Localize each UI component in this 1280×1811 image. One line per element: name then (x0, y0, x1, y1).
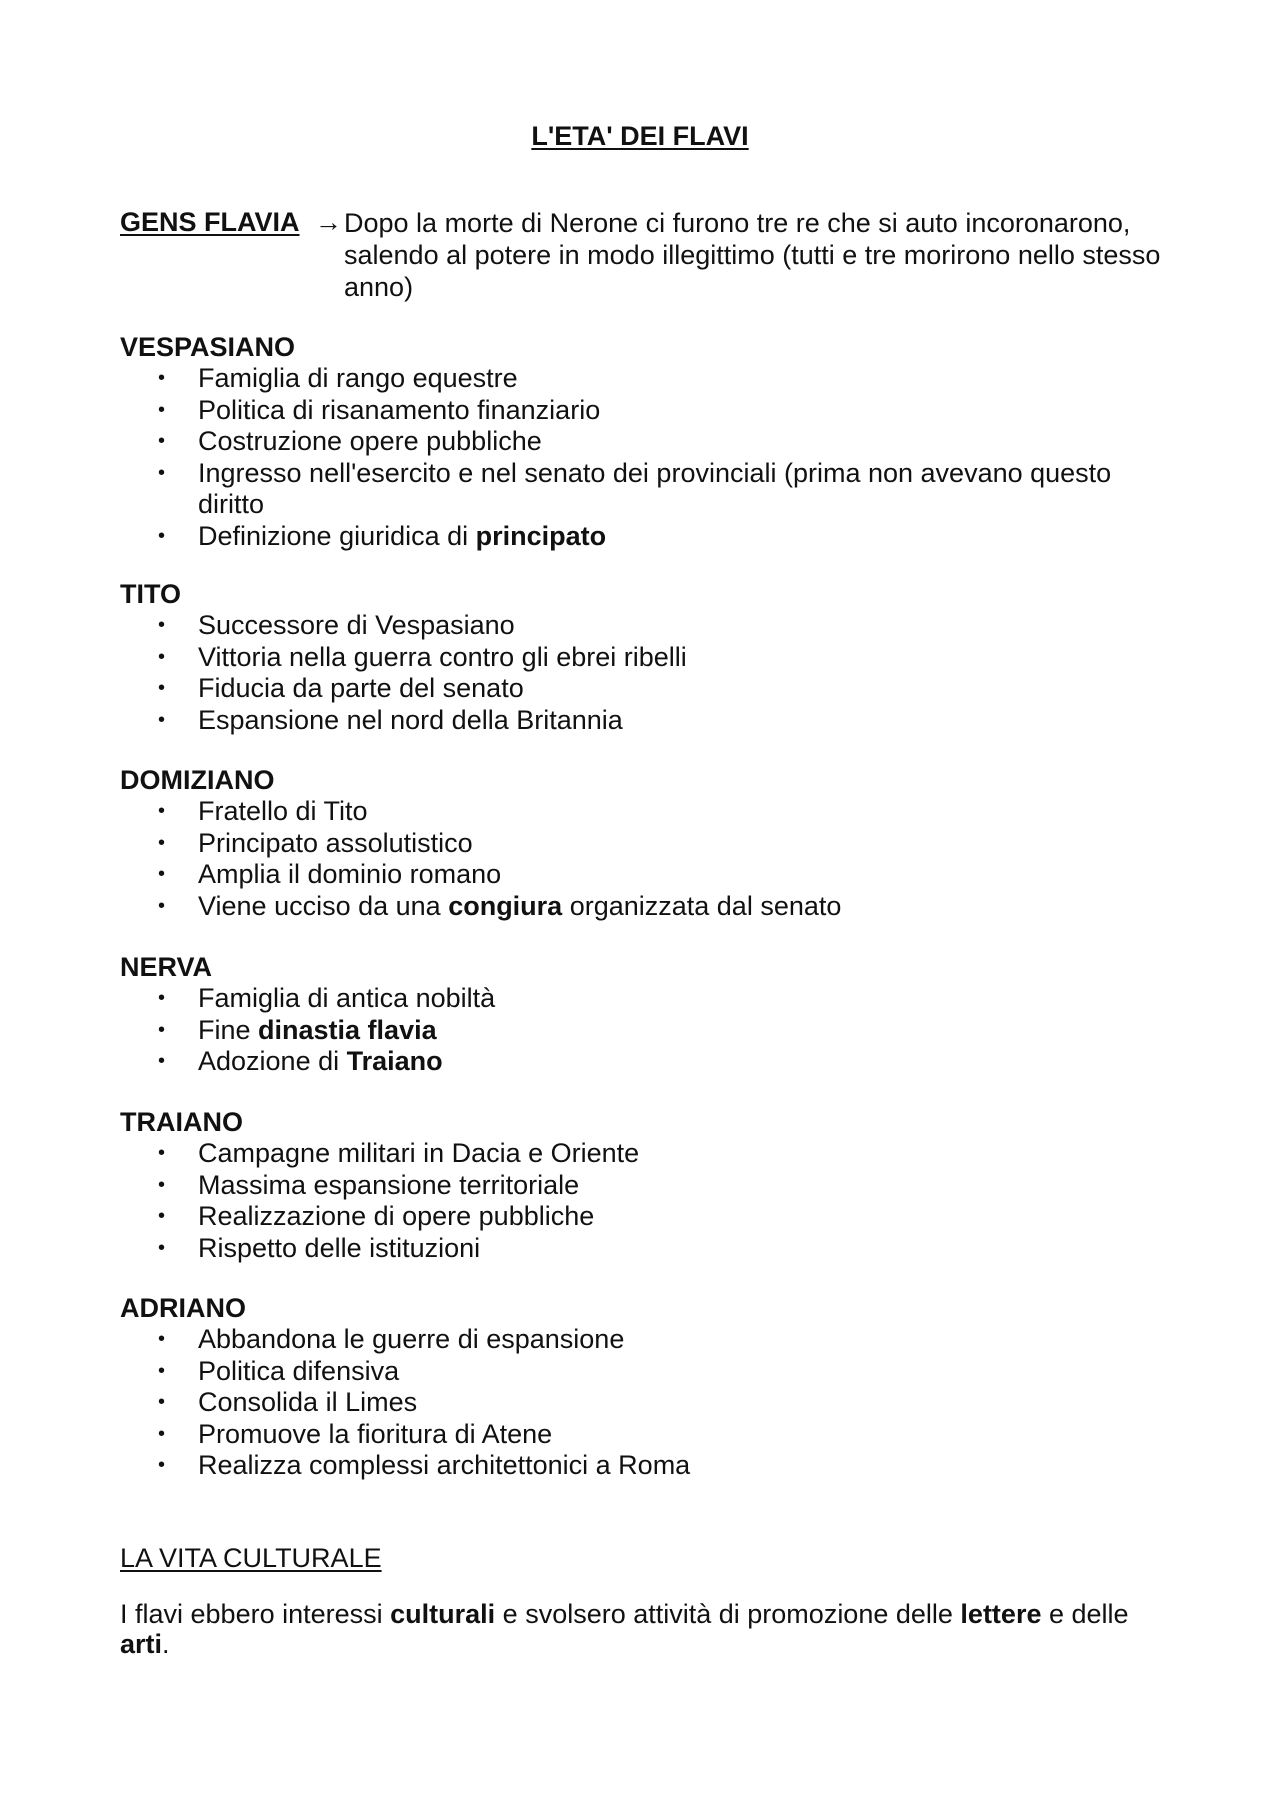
text-run: Realizza complessi architettonici a Roma (198, 1450, 691, 1480)
list-item (120, 1324, 1180, 1356)
bullet-icon: • (158, 367, 166, 389)
bullet-icon: • (158, 987, 166, 1009)
list-item (120, 859, 1180, 891)
list-item (120, 1356, 1180, 1388)
text-run: Realizzazione di opere pubbliche (198, 1201, 595, 1231)
bullet-icon: • (158, 863, 166, 885)
text-run: Rispetto delle istituzioni (198, 1232, 481, 1263)
text-run: Definizione giuridica di (198, 520, 476, 551)
bullet-list (120, 983, 1180, 1078)
bullet-icon: • (158, 1050, 166, 1072)
bullet-icon: • (158, 614, 166, 636)
section-tito (120, 578, 1180, 736)
section-heading: VESPASIANO (120, 332, 296, 362)
list-item (120, 1419, 1180, 1451)
section-heading: DOMIZIANO (120, 765, 275, 795)
text-run: Fine (198, 1014, 259, 1045)
bullet-icon: • (158, 1205, 166, 1227)
text-run: Consolida il Limes (198, 1387, 418, 1417)
bullet-icon: • (158, 398, 166, 421)
page-title: L'ETA' DEI FLAVI (531, 121, 749, 151)
bullet-icon: • (158, 894, 166, 917)
text-run: Ingresso nell'esercito e nel senato dei provinciali (prima non avevano questo diritto (198, 457, 1112, 519)
list-item (120, 1387, 1180, 1419)
list-item (120, 426, 1180, 458)
text-run: Espansione nel nord della Britannia (198, 704, 623, 735)
text-run: Vittoria nella guerra contro gli ebrei ribelli (198, 641, 687, 672)
bullet-icon: • (158, 1359, 166, 1382)
section-heading: NERVA (120, 952, 213, 982)
text-run: . (162, 1629, 170, 1659)
text-run: Massima espansione territoriale (198, 1169, 580, 1200)
list-item (120, 395, 1180, 427)
bullet-icon: • (158, 1018, 166, 1041)
text-run: Fratello di Tito (198, 796, 368, 826)
section-nerva (120, 951, 1180, 1078)
text-run: Famiglia di antica nobiltà (198, 983, 496, 1013)
intro-label: GENS FLAVIA (120, 207, 300, 237)
bullet-icon: • (158, 831, 166, 854)
list-item (120, 983, 1180, 1015)
section-heading: ADRIANO (120, 1293, 246, 1323)
section-adriano (120, 1292, 1180, 1482)
list-item (120, 1046, 1180, 1078)
list-item (120, 796, 1180, 828)
bullet-icon: • (158, 1454, 166, 1476)
text-run: Fiducia da parte del senato (198, 673, 524, 703)
intro-text: Dopo la morte di Nerone ci furono tre re che si auto incoronarono, salendo al potere in modo illegittimo (tutti e tre morirono nello stesso anno) (344, 208, 1161, 302)
list-item (120, 673, 1180, 705)
bullet-icon: • (158, 461, 166, 484)
bullet-icon: • (158, 1391, 166, 1413)
bullet-list (120, 363, 1180, 552)
bullet-icon: • (158, 1236, 166, 1259)
bullet-list (120, 796, 1180, 922)
section-domiziano (120, 764, 1180, 922)
bullet-list (120, 1138, 1180, 1264)
section-traiano (120, 1106, 1180, 1264)
culture-paragraph (120, 1599, 1150, 1659)
bullet-icon: • (158, 708, 166, 731)
text-run: Promuove la fioritura di Atene (198, 1418, 553, 1449)
bullet-icon: • (158, 524, 166, 547)
bullet-icon: • (158, 1328, 166, 1350)
bold-text: principato (475, 520, 607, 551)
text-run: e svolsero attività di promozione delle (495, 1599, 961, 1629)
bullet-list (120, 1324, 1180, 1482)
list-item (120, 610, 1180, 642)
list-item (120, 1450, 1180, 1482)
bold-text: lettere (960, 1599, 1042, 1629)
list-item (120, 1138, 1180, 1170)
bold-text: dinastia flavia (258, 1014, 437, 1045)
list-item (120, 1015, 1180, 1047)
bullet-icon: • (158, 1173, 166, 1196)
list-item (120, 1170, 1180, 1202)
text-run: Politica di risanamento finanziario (198, 394, 601, 425)
section-heading: TITO (120, 579, 182, 609)
bullet-icon: • (158, 800, 166, 822)
text-run: Adozione di (198, 1046, 347, 1076)
list-item (120, 1201, 1180, 1233)
text-run: Amplia il dominio romano (198, 859, 502, 889)
text-run: e delle (1041, 1599, 1129, 1629)
bullet-list (120, 610, 1180, 736)
list-item (120, 1233, 1180, 1265)
bold-text: arti (120, 1629, 163, 1659)
text-run: Campagne militari in Dacia e Oriente (198, 1138, 640, 1168)
bold-text: congiura (448, 890, 563, 921)
text-run: Famiglia di rango equestre (198, 363, 518, 393)
list-item (120, 521, 1180, 553)
list-item (120, 705, 1180, 737)
section-vespasiano (120, 331, 1180, 552)
text-run: Principato assolutistico (198, 827, 473, 858)
bullet-icon: • (158, 1422, 166, 1445)
culture-title: LA VITA CULTURALE (120, 1543, 382, 1573)
bold-text: culturali (390, 1599, 496, 1629)
bullet-icon: • (158, 430, 166, 452)
list-item (120, 458, 1180, 521)
text-run: Viene ucciso da una (198, 890, 449, 921)
text-run: Costruzione opere pubbliche (198, 426, 542, 456)
text-run: Successore di Vespasiano (198, 610, 515, 640)
section-heading: TRAIANO (120, 1107, 243, 1137)
list-item (120, 363, 1180, 395)
bullet-icon: • (158, 645, 166, 668)
bullet-icon: • (158, 1142, 166, 1164)
list-item (120, 642, 1180, 674)
text-run: organizzata dal senato (562, 890, 842, 921)
text-run: Abbandona le guerre di espansione (198, 1324, 625, 1354)
list-item (120, 828, 1180, 860)
list-item (120, 891, 1180, 923)
text-run: I flavi ebbero interessi (120, 1599, 391, 1629)
bullet-icon: • (158, 677, 166, 699)
arrow-icon: → (315, 207, 342, 237)
bold-text: Traiano (346, 1046, 443, 1076)
text-run: Politica difensiva (198, 1355, 400, 1386)
